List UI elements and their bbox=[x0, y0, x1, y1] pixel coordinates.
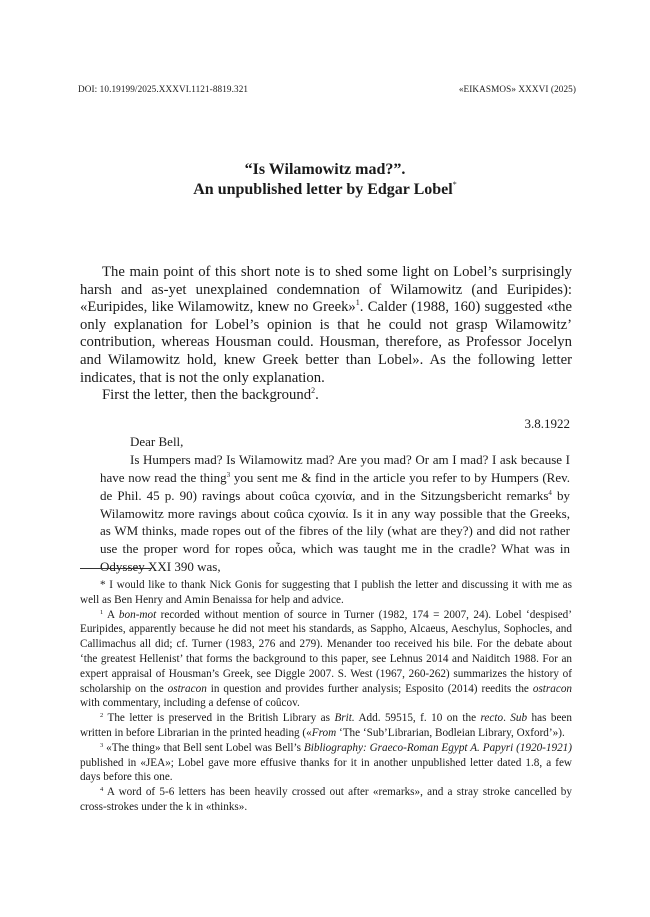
intro-p2-text-a: First the letter, then the background bbox=[102, 387, 312, 404]
title-line-1: “Is Wilamowitz mad?”. bbox=[244, 161, 406, 178]
fn4-a: A word of 5-6 letters has been heavily crossed out after «remarks», and a stray stroke cancelled by cross-strokes under the k in «thinks». bbox=[80, 786, 572, 813]
letter-body bbox=[100, 451, 570, 576]
article-title bbox=[0, 160, 650, 200]
footnote-divider bbox=[80, 568, 152, 569]
fn2-italic-4: From bbox=[311, 726, 337, 739]
footnotes bbox=[80, 578, 572, 815]
fn2-a: The letter is preserved in the British Library as bbox=[103, 712, 335, 725]
title-footnote-marker: * bbox=[452, 180, 457, 189]
intro-p2-text-b: . bbox=[315, 387, 319, 404]
fn3-a: «The thing» that Bell sent Lobel was Bell’s bbox=[103, 741, 304, 754]
journal-header: «EIKASMOS» XXXVI (2025) bbox=[458, 84, 576, 94]
fn2-e: ‘The ‘Sub’Librarian, Bodleian Library, Oxford’»). bbox=[336, 726, 565, 739]
footnote-3-number: 3 bbox=[100, 741, 104, 749]
intro-p1-text-b: . Calder (1988, 160) suggested «the only explanation for Lobel’s opinion is that he could not grasp Wilamowitz’ contribution, whereas Housman could. Housman, therefore, as Professor Jocelyn and Wilamowitz hold, knew Greek better than Lobel». As the following letter indicates, that is not the only explanation. bbox=[80, 299, 572, 386]
letter-quotation bbox=[100, 415, 570, 576]
fn2-c: . bbox=[503, 712, 511, 725]
fn2-italic-2: recto bbox=[480, 712, 504, 725]
doi-header: DOI: 10.19199/2025.XXXVI.1121-8819.321 bbox=[78, 84, 249, 94]
letter-greeting: Dear Bell, bbox=[130, 433, 184, 449]
title-line-2-text: An unpublished letter by Edgar Lobel bbox=[193, 181, 453, 198]
footnote-1 bbox=[80, 608, 572, 712]
intro-paragraph-1 bbox=[80, 264, 572, 387]
letter-text-b: you sent me & find in the article you refer to by Humpers (Rev. de Phil. 45 p. 90) ravings about coûca cχοινία, and in the Sitzungsbericht remarks bbox=[100, 469, 570, 503]
letter-text-c: by Wilamowitz more ravings about coûca cχοινία. Is it in any way possible that the Greeks, as WM thinks, made ropes out of the fibres of the lily (what are they?) and did not rather use the proper word for ropes oὖca, which was taught me in the cradle? What was in Odyssey XXI 390 was, bbox=[100, 487, 570, 575]
fn1-c: in question and provides further analysis; Esposito (2014) reedits the bbox=[206, 682, 533, 695]
footnote-2-number: 2 bbox=[100, 712, 104, 720]
introduction bbox=[80, 264, 572, 405]
title-line-2 bbox=[0, 180, 650, 200]
fn2-d: has been written in before Librarian in the printed heading (« bbox=[80, 712, 572, 739]
fn3-italic: Bibliography: Graeco-Roman Egypt A. Papyri (1920-1921) bbox=[303, 741, 573, 754]
footnote-4-number: 4 bbox=[100, 786, 104, 794]
intro-p1-text-a: The main point of this short note is to shed some light on Lobel’s surprisingly harsh and as-yet unexplained condemnation of Wilamowitz (and Euripides): «Euripides, like Wilamowitz, knew no Greek» bbox=[80, 264, 572, 316]
fn1-b: recorded without mention of source in Turner (1982, 174 = 2007, 24). Lobel ‘despised’ Euripides, apparently because he did not meet his standards, as Sappho, Alcaeus, Aeschylus, Sophocles, and Callimachus all did; cf. Turner (1983, 276 and 279). Menander too received his bile. For the debate about ‘the greatest Hellenist’ that forms the background to this paper, see Lehnus 2014 and Naiditch 1988. For an expert appraisal of Housman’s Greek, see Diggle 2007. S. West (1967, 260-262) summarizes the history of scholarship on the bbox=[80, 608, 572, 695]
footnote-ref-2[interactable]: 2 bbox=[311, 386, 316, 396]
fn2-italic-1: Brit. bbox=[334, 712, 355, 725]
footnote-ref-3[interactable]: 3 bbox=[226, 470, 231, 479]
intro-paragraph-2 bbox=[80, 387, 572, 405]
fn2-b: Add. 59515, f. 10 on the bbox=[354, 712, 481, 725]
fn1-italic-2: ostracon bbox=[167, 682, 207, 695]
fn2-italic-3: Sub bbox=[510, 712, 528, 725]
fn1-d: with commentary, including a defense of coûcov. bbox=[80, 697, 300, 710]
footnote-2 bbox=[80, 711, 572, 741]
fn3-b: published in «JEA»; Lobel gave more effusive thanks for it in another unpublished letter dated 1.8, a few days before this one. bbox=[80, 756, 572, 784]
footnote-1-number: 1 bbox=[100, 608, 104, 616]
fn1-italic-3: ostracon bbox=[532, 682, 572, 695]
fn1-italic-1: bon-mot bbox=[118, 608, 157, 621]
footnote-star: * I would like to thank Nick Gonis for suggesting that I publish the letter and discussing it with me as well as Ben Henry and Amin Benaissa for help and advice. bbox=[80, 579, 572, 606]
letter-date: 3.8.1922 bbox=[524, 416, 570, 431]
footnote-ref-1[interactable]: 1 bbox=[355, 298, 360, 308]
footnote-ref-4[interactable]: 4 bbox=[548, 488, 552, 497]
footnote-3 bbox=[80, 741, 572, 785]
fn1-a: A bbox=[103, 608, 119, 621]
letter-text-a: Is Humpers mad? Is Wilamowitz mad? Are you mad? Or am I mad? I ask because I have now read the thing bbox=[100, 451, 570, 485]
footnote-4 bbox=[80, 785, 572, 815]
